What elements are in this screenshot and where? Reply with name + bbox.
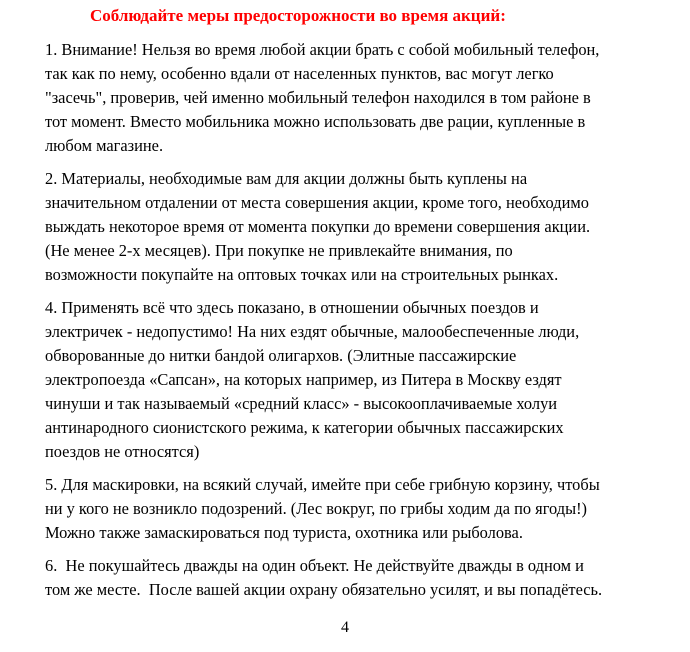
text-line: ни у кого не возникло подозрений. (Лес вокруг, по грибы ходим да по ягоды!) xyxy=(45,499,588,518)
text-line: 5. Для маскировки, на всякий случай, имейте при себе грибную корзину, чтобы xyxy=(45,475,600,494)
paragraph xyxy=(45,296,685,464)
text-line: любом магазине. xyxy=(45,136,164,155)
paragraph xyxy=(45,167,685,287)
document-heading: Соблюдайте меры предосторожности во время акций: xyxy=(90,6,506,25)
text-line: "засечь", проверив, чей именно мобильный телефон находился в том районе в xyxy=(45,88,591,107)
text-line: 2. Материалы, необходимые вам для акции должны быть куплены на xyxy=(45,169,528,188)
text-line: Можно также замаскироваться под туриста, охотника или рыболова. xyxy=(45,523,523,542)
paragraph xyxy=(45,473,685,545)
paragraph xyxy=(45,554,685,602)
text-line: поездов не относятся) xyxy=(45,442,200,461)
text-line: обворованные до нитки бандой олигархов. (Элитные пассажирские xyxy=(45,346,517,365)
text-line: 6. Не покушайтесь дважды на один объект. Не действуйте дважды в одном и xyxy=(45,556,584,575)
paragraph xyxy=(45,38,685,158)
text-line: значительном отдалении от места совершения акции, кроме того, необходимо xyxy=(45,193,589,212)
text-line: электропоезда «Сапсан», на которых например, из Питера в Москву ездят xyxy=(45,370,562,389)
text-line: выждать некоторое время от момента покупки до времени совершения акции. xyxy=(45,217,591,236)
text-line: (Не менее 2-х месяцев). При покупке не привлекайте внимания, по xyxy=(45,241,513,260)
text-line: 4. Применять всё что здесь показано, в отношении обычных поездов и xyxy=(45,298,539,317)
document-body xyxy=(45,38,685,611)
text-line: так как по нему, особенно вдали от населенных пунктов, вас могут легко xyxy=(45,64,554,83)
text-line: чинуши и так называемый «средний класс» - высокооплачиваемые холуи xyxy=(45,394,558,413)
text-line: возможности покупайте на оптовых точках или на строительных рынках. xyxy=(45,265,559,284)
text-line: электричек - недопустимо! На них ездят обычные, малообеспеченные люди, xyxy=(45,322,580,341)
text-line: антинародного сионистского режима, к категории обычных пассажирских xyxy=(45,418,564,437)
text-line: том же месте. После вашей акции охрану обязательно усилят, и вы попадётесь. xyxy=(45,580,603,599)
page-number: 4 xyxy=(341,619,349,636)
text-line: тот момент. Вместо мобильника можно использовать две рации, купленные в xyxy=(45,112,586,131)
text-line: 1. Внимание! Нельзя во время любой акции брать с собой мобильный телефон, xyxy=(45,40,600,59)
